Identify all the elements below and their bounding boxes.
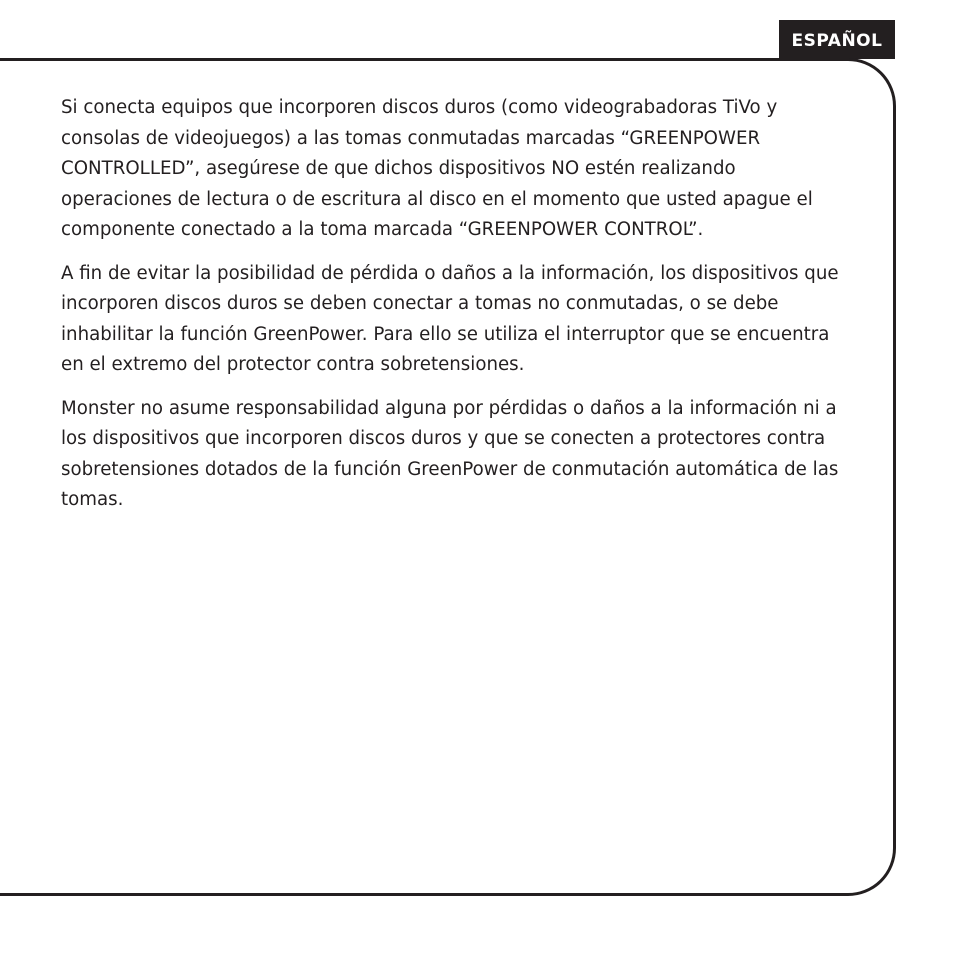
paragraph-hard-drive-warning: Si conecta equipos que incorporen discos duros (como videograbadoras TiVo y consolas de videojuegos) a las tomas conmutadas marcadas “GREENPOWER CONTROLLED”, asegúrese de que dichos dispositivos NO estén realizando operaciones de lectura o de escritura al disco en el momento que usted apague el componente conectado a la toma marcada “GREENPOWER CONTROL”.: [61, 97, 813, 240]
body-text: [61, 93, 851, 529]
language-tab: ESPAÑOL: [779, 20, 895, 59]
paragraph-liability-disclaimer: Monster no asume responsabilidad alguna por pérdidas o daños a la información ni a los dispositivos que incorporen discos duros y que se conecten a protectores contra sobretensiones dotados de la función GreenPower de conmutación automática de las tomas.: [61, 397, 839, 510]
paragraph-data-loss-prevention: A fin de evitar la posibilidad de pérdida o daños a la información, los dispositivos que incorporen discos duros se deben conectar a tomas no conmutadas, o se debe inhabilitar la función GreenPower. Para ello se utiliza el interruptor que se encuentra en el extremo del protector contra sobretensiones.: [61, 262, 839, 375]
